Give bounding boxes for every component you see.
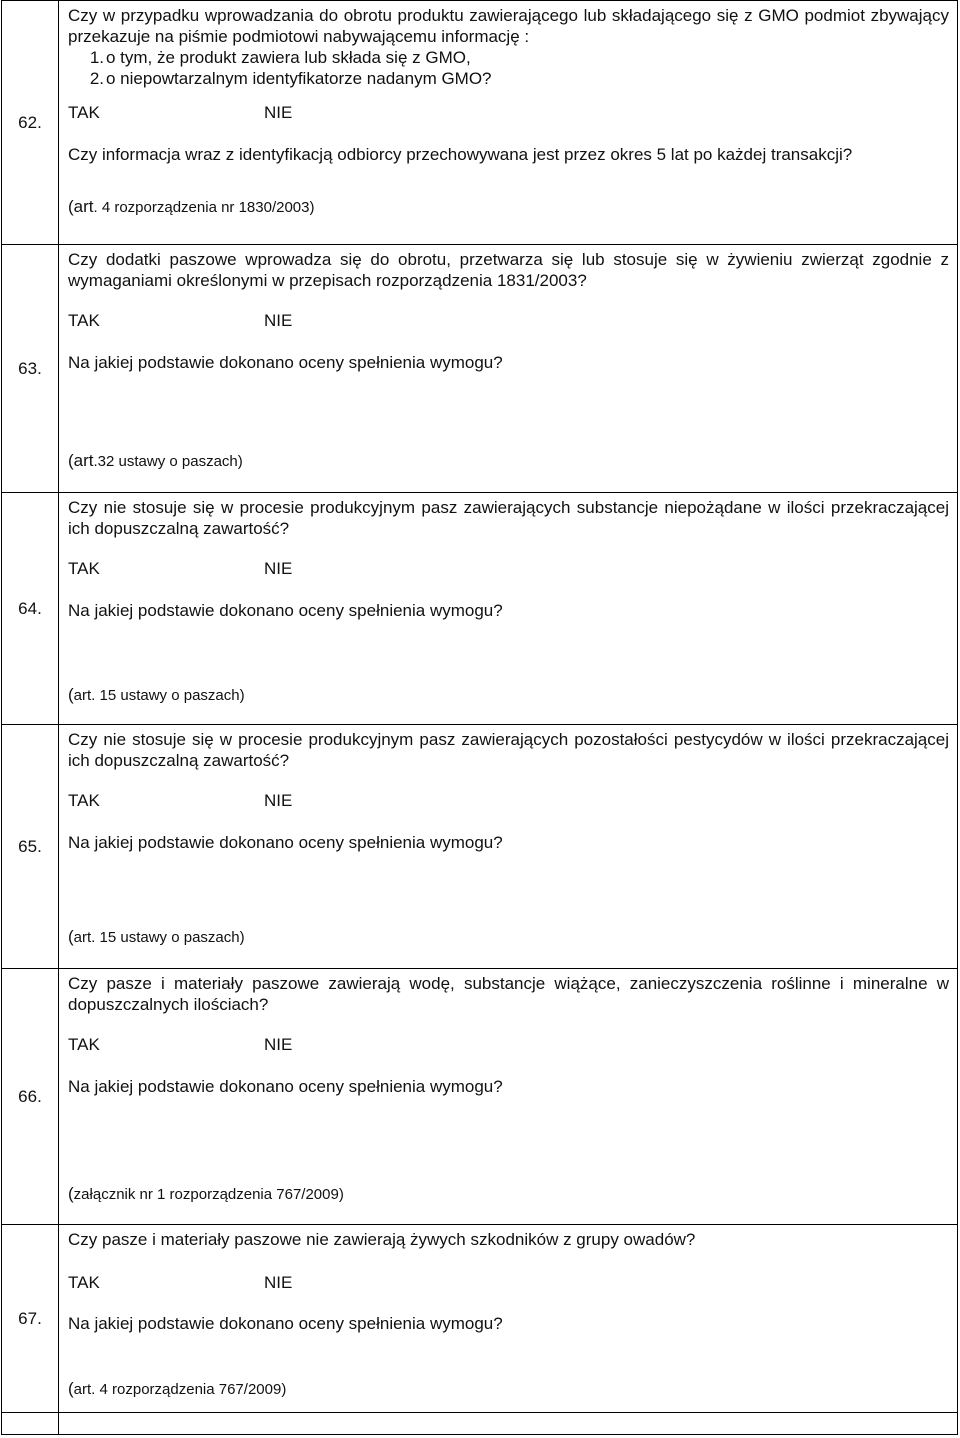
nie-option[interactable]: NIE — [264, 1035, 293, 1054]
tak-option[interactable]: TAK — [68, 559, 100, 578]
list-item: 1. o tym, że produkt zawiera lub składa się z GMO, — [89, 48, 471, 67]
row-number-empty — [2, 1413, 59, 1435]
assessment-basis-question: Na jakiej podstawie dokonano oceny spełnienia wymogu? — [68, 833, 503, 852]
assessment-basis-question: Na jakiej podstawie dokonano oceny spełnienia wymogu? — [68, 1077, 503, 1096]
nie-option[interactable]: NIE — [264, 559, 293, 578]
row-content — [59, 245, 958, 493]
row-content — [59, 1225, 958, 1413]
form-row-67 — [2, 1225, 958, 1413]
tak-option[interactable]: TAK — [68, 1273, 100, 1292]
assessment-basis-question: Na jakiej podstawie dokonano oceny spełnienia wymogu? — [68, 601, 503, 620]
question-text: Czy pasze i materiały paszowe zawierają wodę, substancje wiążące, zanieczyszczenia roślinne i mineralne w dopuszczalnych ilościach? — [68, 974, 949, 1014]
legal-reference: (załącznik nr 1 rozporządzenia 767/2009) — [68, 1184, 344, 1203]
answer-options — [68, 310, 949, 331]
nie-option[interactable]: NIE — [264, 1273, 293, 1292]
info-list — [68, 47, 949, 89]
row-number: 63. — [2, 245, 59, 493]
row-content-empty — [59, 1413, 958, 1435]
assessment-basis-question: Na jakiej podstawie dokonano oceny spełnienia wymogu? — [68, 353, 503, 372]
legal-reference: (art.32 ustawy o paszach) — [68, 451, 243, 470]
legal-reference: (art. 15 ustawy o paszach) — [68, 685, 245, 704]
legal-reference: (art. 15 ustawy o paszach) — [68, 927, 245, 946]
form-row-66 — [2, 969, 958, 1225]
row-content — [59, 725, 958, 969]
question-text: Czy nie stosuje się w procesie produkcyjnym pasz zawierających pozostałości pestycydów w ilości przekraczającej ich dopuszczalną zawartość? — [68, 730, 949, 770]
row-number: 67. — [2, 1225, 59, 1413]
nie-option[interactable]: NIE — [264, 103, 293, 122]
question-text-2: Czy informacja wraz z identyfikacją odbiorcy przechowywana jest przez okres 5 lat po każdej transakcji? — [68, 145, 853, 164]
nie-option[interactable]: NIE — [264, 791, 293, 810]
form-row-63 — [2, 245, 958, 493]
question-text: Czy nie stosuje się w procesie produkcyjnym pasz zawierających substancje niepożądane w ilości przekraczającej ich dopuszczalną zawartość? — [68, 498, 949, 538]
row-content — [59, 969, 958, 1225]
question-text: Czy dodatki paszowe wprowadza się do obrotu, przetwarza się lub stosuje się w żywieniu zwierząt zgodnie z wymaganiami określonymi w przepisach rozporządzenia 1831/2003? — [68, 250, 949, 290]
tak-option[interactable]: TAK — [68, 791, 100, 810]
empty-row — [2, 1413, 958, 1435]
answer-options — [68, 558, 949, 579]
tak-option[interactable]: TAK — [68, 1035, 100, 1054]
nie-option[interactable]: NIE — [264, 311, 293, 330]
row-number: 66. — [2, 969, 59, 1225]
row-number: 65. — [2, 725, 59, 969]
list-item: 2. o niepowtarzalnym identyfikatorze nadanym GMO? — [89, 69, 492, 88]
row-content — [59, 493, 958, 725]
question-text: Czy pasze i materiały paszowe nie zawierają żywych szkodników z grupy owadów? — [68, 1230, 696, 1249]
legal-reference: (art. 4 rozporządzenia 767/2009) — [68, 1379, 287, 1398]
tak-option[interactable]: TAK — [68, 103, 100, 122]
form-row-64 — [2, 493, 958, 725]
row-content — [59, 1, 958, 245]
row-number: 62. — [2, 1, 59, 245]
assessment-basis-question: Na jakiej podstawie dokonano oceny spełnienia wymogu? — [68, 1314, 503, 1333]
answer-options — [68, 1272, 949, 1293]
inspection-form-table — [1, 0, 958, 1435]
form-row-62 — [2, 1, 958, 245]
question-text: Czy w przypadku wprowadzania do obrotu produktu zawierającego lub składającego się z GMO podmiot zbywający przekazuje na piśmie podmiotowi nabywającemu informację : — [68, 6, 949, 46]
form-row-65 — [2, 725, 958, 969]
answer-options — [68, 1034, 949, 1055]
answer-options — [68, 102, 949, 123]
tak-option[interactable]: TAK — [68, 311, 100, 330]
answer-options — [68, 790, 949, 811]
row-number: 64. — [2, 493, 59, 725]
legal-reference: (art. 4 rozporządzenia nr 1830/2003) — [68, 197, 315, 216]
